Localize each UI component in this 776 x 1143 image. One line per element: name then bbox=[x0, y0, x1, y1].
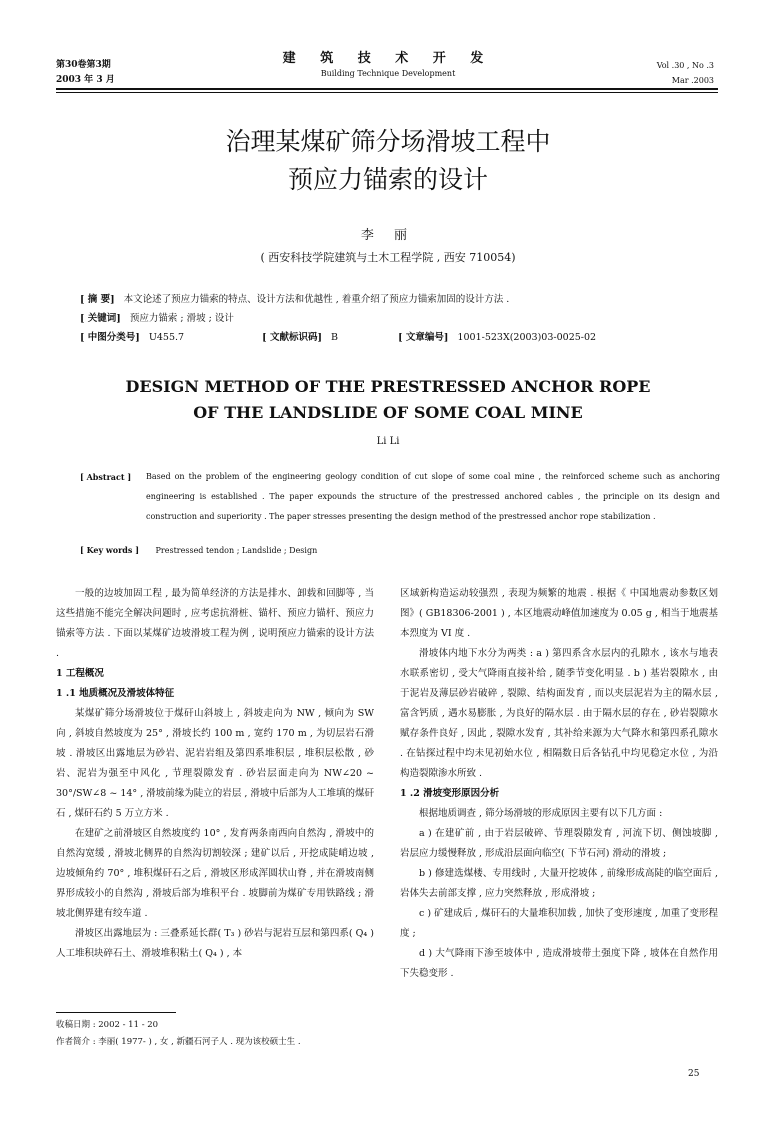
abstract-en bbox=[80, 467, 720, 527]
clc-value: U455.7 bbox=[148, 332, 185, 343]
publication-date-cn: 2003 年 3 月 bbox=[56, 75, 115, 85]
publication-date-en: Mar .2003 bbox=[671, 76, 714, 85]
keywords-cn-text: 预应力锚索 ; 滑坡 ; 设计 bbox=[129, 313, 234, 324]
header-rule-thin bbox=[56, 92, 718, 93]
list-item: b ) 修建选煤楼、专用线时 , 大量开挖坡体 , 前缘形成高陡的临空面后 , 岩体失去前部支撑 , 应力突然释放 , 形成滑坡 ; bbox=[400, 868, 718, 899]
abstract-en-label: [ Abstract ] bbox=[80, 472, 132, 482]
keywords-en-label: [ Key words ] bbox=[80, 545, 139, 555]
keywords-en-text: Prestressed tendon ; Landslide ; Design bbox=[155, 546, 318, 555]
abstract-cn-label: [ 摘 要] bbox=[80, 294, 115, 305]
article-number-value: 1001-523X(2003)03-0025-02 bbox=[457, 332, 597, 343]
section-heading: 1 工程概况 bbox=[56, 668, 104, 679]
journal-volume-info bbox=[56, 58, 115, 88]
classification-row bbox=[80, 330, 720, 346]
list-item: c ) 矿建成后 , 煤矸石的大量堆积加载 , 加快了变形速度 , 加重了变形程度 ; bbox=[400, 908, 718, 939]
body-paragraph: 滑坡区出露地层为 : 三叠系延长群( T₃ ) 砂岩与泥岩互层和第四系( Q₄ ) 人工堆积块碎石土、滑坡堆积粘土( Q₄ ) , 本 bbox=[56, 928, 374, 959]
abstract-cn-text: 本文论述了预应力锚索的特点、设计方法和优越性 , 着重介绍了预应力锚索加固的设计方法 . bbox=[123, 294, 510, 305]
journal-name-cn: 建 筑 技 术 开 发 bbox=[282, 51, 494, 66]
list-item: d ) 大气降雨下渗至坡体中 , 造成滑坡带土强度下降 , 坡体在自然作用下失稳变形 . bbox=[400, 948, 718, 979]
title-cn-line-1: 治理某煤矿筛分场滑坡工程中 bbox=[225, 127, 551, 156]
article-number-label: [ 文章编号] bbox=[398, 332, 449, 343]
body-paragraph: 滑坡体内地下水分为两类 : a ) 第四系含水层内的孔隙水 , 该水与地表水联系密切 , 受大气降雨直接补给 , 随季节变化明显 . b ) 基岩裂隙水 , 由于泥岩及薄层砂岩破碎 , 裂隙、结构面发育 , 而以夹层泥岩为主的隔水层 , 富含钙质 , 遇水易膨胀 , 为良好的隔水层 . 由于隔水层的存在 , 砂岩裂隙水赋存条件良好 , 因此 , 裂隙水发育 , 其补给来源为大气降水和第四系孔隙水 . 在钻探过程中均未见初始水位 , 相隔数日后各钻孔中均见稳定水位 , 为沿构造裂隙渗水所致 . bbox=[400, 648, 718, 779]
intro-paragraph: 一般的边坡加固工程 , 最为简单经济的方法是排水、卸载和回脚等 , 当这些措施不能完全解决问题时 , 应考虑抗滑桩、锚杆、预应力锚杆、预应力锚索等方法 . 下面以某煤矿边坡滑坡工程为例 , 说明预应力锚索的设计方法 . bbox=[56, 588, 374, 659]
body-paragraph: 某煤矿筛分场滑坡位于煤矸山斜坡上 , 斜坡走向为 NW , 倾向为 SW 向 , 斜坡自然坡度为 25° , 滑坡长约 100 m , 宽约 170 m , 为切层岩石滑坡 . 滑坡区出露地层为砂岩、泥岩岩组及第四系堆积层 , 堆积层松散 , 砂岩、泥岩为强至中风化 , 节理裂隙发育 . 砂岩层面走向为 NW∠20 ~ 30°/SW∠8 ~ 14° , 滑坡前缘为陡立的岩层 , 滑坡中后部为人工堆填的煤矸石 , 煤矸石约 5 万立方米 . bbox=[56, 708, 374, 819]
keywords-en bbox=[80, 545, 720, 555]
affiliation-cn: ( 西安科技学院建筑与土木工程学院 , 西安 710054) bbox=[260, 251, 516, 264]
keywords-cn bbox=[80, 311, 720, 327]
footnote-rule bbox=[56, 1012, 176, 1013]
journal-name bbox=[250, 50, 526, 80]
body-paragraph: 区域新构造运动较强烈 , 表现为频繁的地震 . 根据《 中国地震动参数区划图》( GB18306-2001 ) , 本区地震动峰值加速度为 0.05 g , 相当于地震基本烈度为 VI 度 . bbox=[400, 588, 718, 639]
paper-title-cn bbox=[0, 123, 776, 199]
author-cn: 李 丽 bbox=[360, 228, 416, 243]
author-bio: 作者简介 : 李丽( 1977- ) , 女 , 新疆石河子人 . 现为该校硕士生 . bbox=[56, 1037, 301, 1047]
paper-title-en bbox=[0, 374, 776, 426]
abstract-en-text: Based on the problem of the engineering geology condition of cut slope of some coal mine , the reinforced scheme such as anchoring engineering is established . The paper expounds the structure of the prestressed anchored cables , the principle on its design and construction and superiority . The paper stresses presenting the design method of the prestressed anchor rope stabilization . bbox=[146, 472, 720, 521]
keywords-cn-label: [ 关键词] bbox=[80, 313, 121, 324]
author-en: Li Li bbox=[376, 436, 400, 447]
subsection-heading: 1 .2 滑坡变形原因分析 bbox=[400, 788, 500, 799]
header-rule bbox=[56, 88, 718, 90]
received-date: 收稿日期 : 2002 - 11 - 20 bbox=[56, 1020, 159, 1030]
clc-label: [ 中图分类号] bbox=[80, 332, 140, 343]
title-en-line-2: OF THE LANDSLIDE OF SOME COAL MINE bbox=[193, 403, 583, 422]
journal-name-en: Building Technique Development bbox=[320, 69, 456, 78]
title-en-line-1: DESIGN METHOD OF THE PRESTRESSED ANCHOR ROPE bbox=[125, 377, 651, 396]
body-paragraph: 根据地质调查 , 筛分场滑坡的形成原因主要有以下几方面 : bbox=[419, 808, 663, 819]
page-number: 25 bbox=[688, 1069, 700, 1079]
body-paragraph: 在建矿之前滑坡区自然坡度约 10° , 发育两条南西向自然沟 , 滑坡中的自然沟宽缓 , 滑坡北侧界的自然沟切割较深 ; 建矿以后 , 开挖成陡峭边坡 , 边坡倾角约 70° , 堆积煤矸石之后 , 滑坡区形成浑圆状山脊 , 并在滑坡南侧界形成较小的自然沟 , 滑坡后部为堆积平台 . 坡脚前为煤矿专用铁路线 ; 滑坡北侧界建有绞车道 . bbox=[56, 828, 374, 919]
doc-code-value: B bbox=[331, 332, 338, 343]
doc-code-label: [ 文献标识码] bbox=[262, 332, 322, 343]
volume-issue: 第30卷第3期 bbox=[56, 60, 111, 70]
abstract-cn bbox=[80, 292, 720, 308]
journal-volume-info-en bbox=[657, 58, 714, 88]
title-cn-line-2: 预应力锚索的设计 bbox=[287, 165, 488, 194]
volume-issue-en: Vol .30 , No .3 bbox=[656, 61, 714, 70]
subsection-heading: 1 .1 地质概况及滑坡体特征 bbox=[56, 688, 175, 699]
right-column bbox=[400, 584, 718, 984]
left-column bbox=[56, 584, 374, 964]
footnote bbox=[56, 1017, 301, 1051]
list-item: a ) 在建矿前 , 由于岩层破碎、节理裂隙发育 , 河流下切、侧蚀坡脚 , 岩层应力缓慢释放 , 形成沿层面向临空( 下节石河) 滑动的滑坡 ; bbox=[400, 828, 718, 859]
